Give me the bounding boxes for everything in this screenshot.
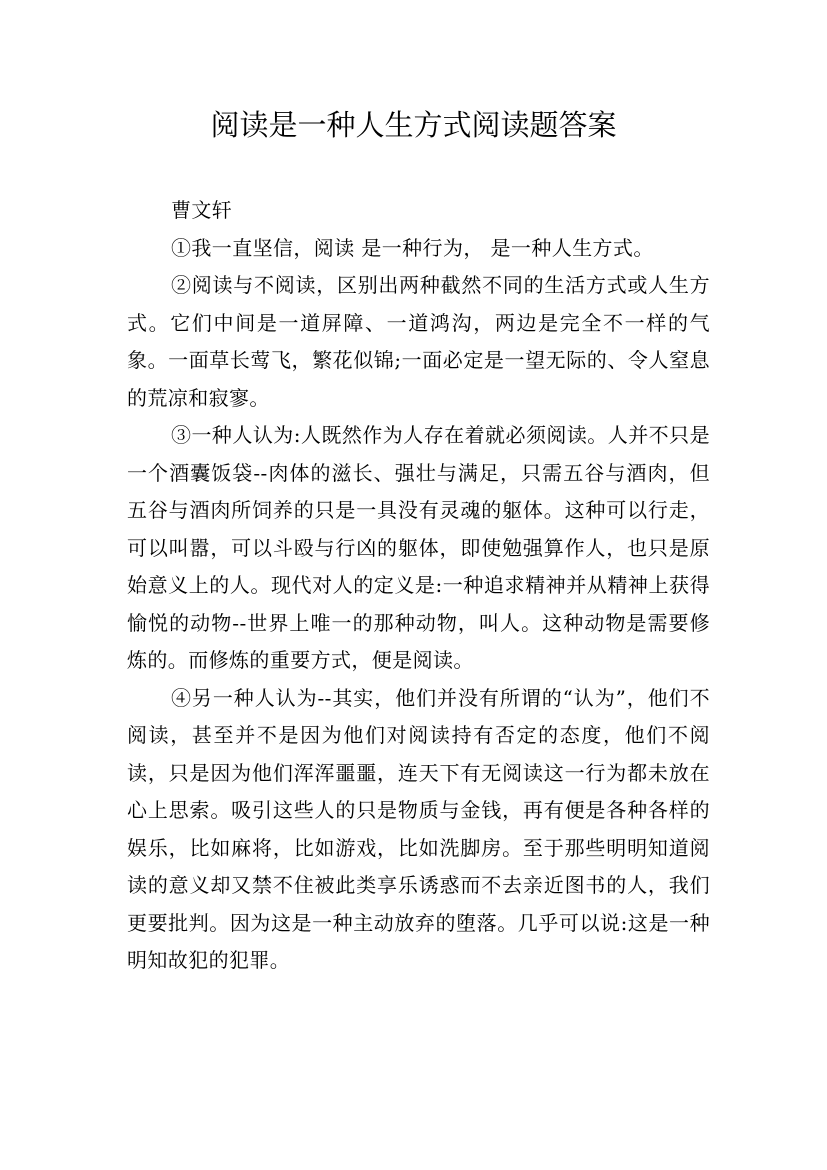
author-line: 曹文轩 bbox=[171, 198, 233, 222]
document-body bbox=[127, 192, 710, 980]
paragraph-1: ①我一直坚信，阅读 是一种行为， 是一种人生方式。 bbox=[171, 235, 654, 260]
paragraph-3: ③一种人认为:人既然作为人存在着就必须阅读。人并不只是一个酒囊饭袋--肉体的滋长、强壮与满足，只需五谷与酒肉，但五谷与酒肉所饲养的只是一具没有灵魂的躯体。这种可以行走，可以叫嚣，可以斗殴与行凶的躯体，即使勉强算作人，也只是原始意义上的人。现代对人的定义是:一种追求精神并从精神上获得愉悦的动物--世界上唯一的那种动物，叫人。这种动物是需要修炼的。而修炼的重要方式，便是阅读。 bbox=[127, 423, 710, 672]
paragraph-2: ②阅读与不阅读，区别出两种截然不同的生活方式或人生方式。它们中间是一道屏障、一道鸿沟，两边是完全不一样的气象。一面草长莺飞，繁花似锦;一面必定是一望无际的、令人窒息的荒凉和寂寥。 bbox=[127, 273, 710, 410]
document-title: 阅读是一种人生方式阅读题答案 bbox=[210, 108, 617, 142]
paragraph-4: ④另一种人认为--其实，他们并没有所谓的“认为”，他们不阅读，甚至并不是因为他们对阅读持有否定的态度，他们不阅读，只是因为他们浑浑噩噩，连天下有无阅读这一行为都未放在心上思索。吸引这些人的只是物质与金钱，再有便是各种各样的娱乐，比如麻将，比如游戏，比如洗脚房。至于那些明明知道阅读的意义却又禁不住被此类享乐诱惑而不去亲近图书的人，我们更要批判。因为这是一种主动放弃的堕落。几乎可以说:这是一种明知故犯的犯罪。 bbox=[127, 685, 710, 972]
